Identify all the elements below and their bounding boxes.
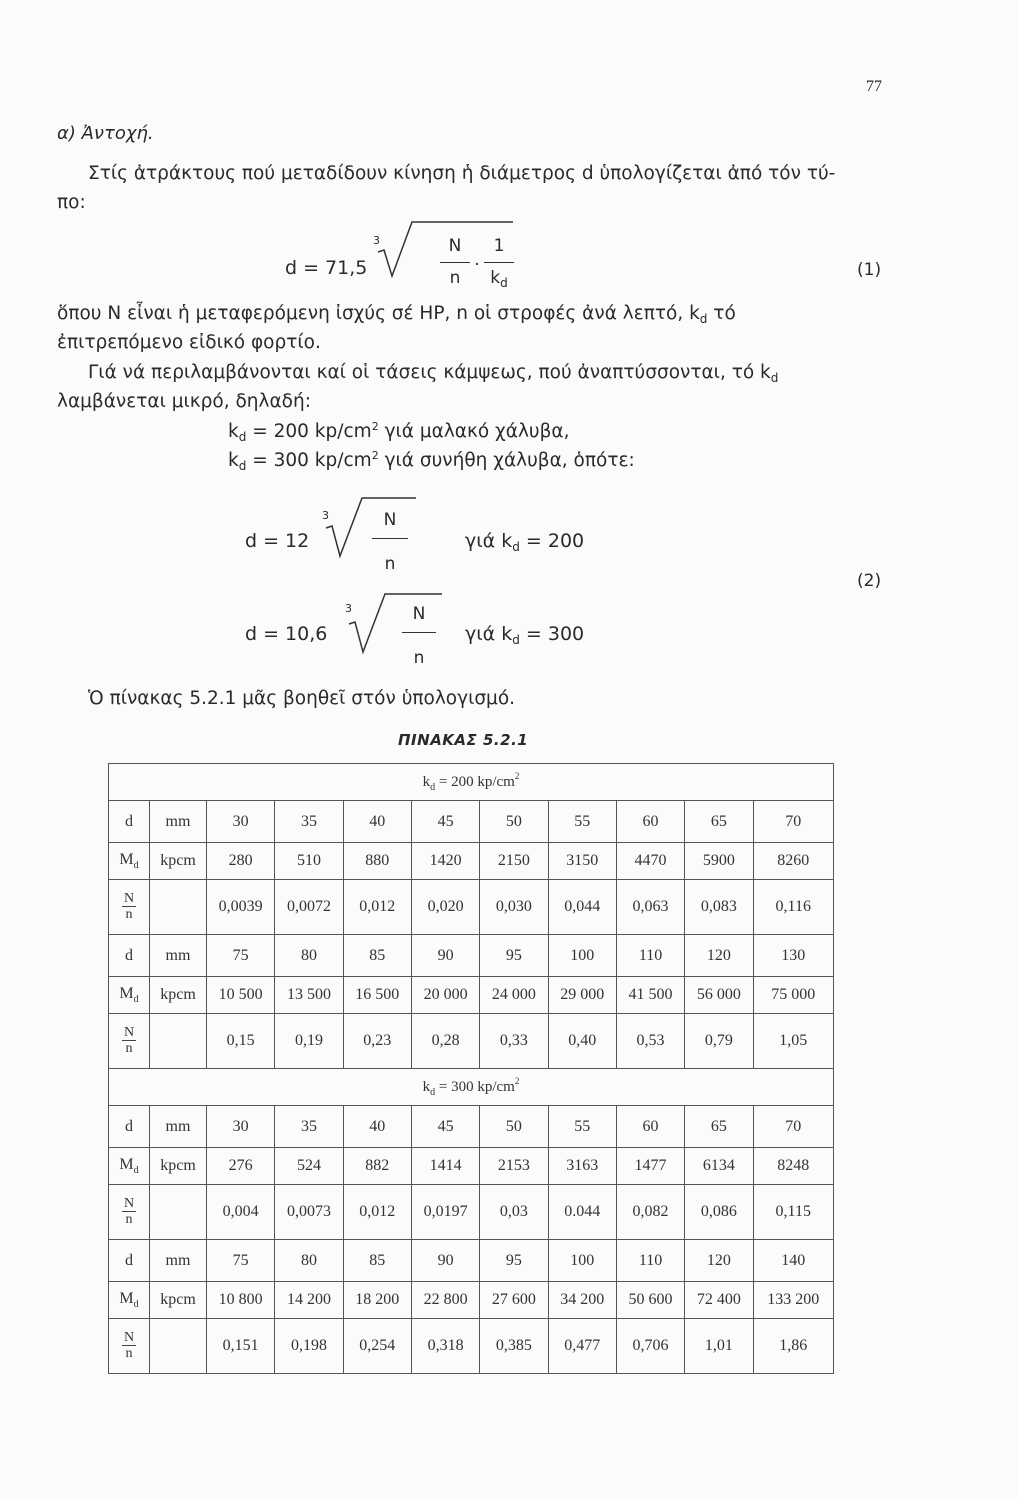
kd-header: $k_d = 200$ $kp/cm^2$ xyxy=(109,764,834,801)
kd-200-line: $k_d = 200$ $kp/cm^2$ γιά μαλακό χάλυβα, xyxy=(228,420,570,444)
unit-empty xyxy=(150,1319,207,1374)
cell-moment: 1414 xyxy=(411,1148,479,1185)
cell-diameter: 30 xyxy=(207,801,275,843)
cell-ratio: 0,0072 xyxy=(275,880,343,935)
cell-ratio: 0,0197 xyxy=(411,1185,479,1240)
intro-line-1: Στίς ἀτράκτους πού μεταδίδουν κίνηση ἡ διάμετρος d ὑπολογίζεται ἀπό τόν τύ- xyxy=(88,163,836,184)
cell-moment: 2153 xyxy=(480,1148,548,1185)
cell-moment: 2150 xyxy=(480,843,548,880)
cell-diameter: 70 xyxy=(753,801,834,843)
cell-diameter: 100 xyxy=(548,1240,616,1282)
unit-empty xyxy=(150,880,207,935)
formula-2b-condition: γιά $k_d = 300$ xyxy=(465,623,585,647)
cell-ratio: 0,030 xyxy=(480,880,548,935)
cell-ratio: 0,53 xyxy=(616,1014,684,1069)
cell-ratio: 0,0073 xyxy=(275,1185,343,1240)
cell-ratio: 0,15 xyxy=(207,1014,275,1069)
cell-moment: 10 500 xyxy=(207,977,275,1014)
cell-diameter: 45 xyxy=(411,801,479,843)
cell-diameter: 130 xyxy=(753,935,834,977)
cell-moment: 72 400 xyxy=(685,1282,753,1319)
equation-number-2: (2) xyxy=(857,571,882,591)
kd-header: $k_d = 300$ $kp/cm^2$ xyxy=(109,1069,834,1106)
cell-moment: 56 000 xyxy=(685,977,753,1014)
cell-ratio: 0,254 xyxy=(343,1319,411,1374)
cell-ratio: 0,082 xyxy=(616,1185,684,1240)
cell-ratio: 0,28 xyxy=(411,1014,479,1069)
unit-mm: mm xyxy=(150,1240,207,1282)
table-row-moment xyxy=(109,977,834,1014)
unit-kpcm: kpcm xyxy=(150,1148,207,1185)
table-row-ratio xyxy=(109,880,834,935)
table-row-diameter xyxy=(109,801,834,843)
cell-diameter: 140 xyxy=(753,1240,834,1282)
formula-2b-index: 3 xyxy=(345,602,352,615)
cell-diameter: 75 xyxy=(207,1240,275,1282)
cell-ratio: 0,083 xyxy=(685,880,753,935)
formula-1-num2: 1 xyxy=(493,236,505,256)
cell-moment: 22 800 xyxy=(411,1282,479,1319)
row-label-md: $M_d$ xyxy=(109,1148,150,1185)
unit-mm: mm xyxy=(150,935,207,977)
table-row-ratio xyxy=(109,1014,834,1069)
table-header-row xyxy=(109,1069,834,1106)
cell-moment: 6134 xyxy=(685,1148,753,1185)
formula-1-dot: · xyxy=(474,255,480,275)
cell-ratio: 0,012 xyxy=(343,1185,411,1240)
formula-2a-index: 3 xyxy=(322,509,329,522)
table-row-ratio xyxy=(109,1185,834,1240)
unit-mm: mm xyxy=(150,801,207,843)
intro-line-2: πο: xyxy=(57,192,86,213)
cell-moment: 18 200 xyxy=(343,1282,411,1319)
cell-ratio: 0,79 xyxy=(685,1014,753,1069)
cell-diameter: 85 xyxy=(343,935,411,977)
cell-ratio: 1,01 xyxy=(685,1319,753,1374)
cell-moment: 133 200 xyxy=(753,1282,834,1319)
cell-ratio: 0,33 xyxy=(480,1014,548,1069)
formula-1-lhs: d = 71,5 xyxy=(285,257,368,279)
cell-ratio: 0,706 xyxy=(616,1319,684,1374)
formula-2b-lhs: d = 10,6 xyxy=(245,623,328,645)
cell-diameter: 40 xyxy=(343,1106,411,1148)
cell-moment: 50 600 xyxy=(616,1282,684,1319)
table-row-ratio xyxy=(109,1319,834,1374)
cell-moment: 510 xyxy=(275,843,343,880)
unit-empty xyxy=(150,1014,207,1069)
fraction-bar xyxy=(440,262,470,263)
cell-ratio: 0,063 xyxy=(616,880,684,935)
row-label-d: d xyxy=(109,801,150,843)
cell-moment: 14 200 xyxy=(275,1282,343,1319)
cell-diameter: 35 xyxy=(275,1106,343,1148)
cell-ratio: 0,115 xyxy=(753,1185,834,1240)
table-row-moment xyxy=(109,1148,834,1185)
cell-diameter: 65 xyxy=(685,801,753,843)
cell-moment: 16 500 xyxy=(343,977,411,1014)
cell-diameter: 85 xyxy=(343,1240,411,1282)
cell-ratio: 0,23 xyxy=(343,1014,411,1069)
row-label-d: d xyxy=(109,935,150,977)
table-header-row xyxy=(109,764,834,801)
table-row-diameter xyxy=(109,1240,834,1282)
formula-1-num1: N xyxy=(448,236,462,256)
cell-ratio: 0,477 xyxy=(548,1319,616,1374)
equation-number-1: (1) xyxy=(857,260,882,280)
cell-diameter: 110 xyxy=(616,1240,684,1282)
formula-2b-num: N xyxy=(412,604,426,624)
cell-diameter: 65 xyxy=(685,1106,753,1148)
unit-kpcm: kpcm xyxy=(150,977,207,1014)
cell-diameter: 55 xyxy=(548,801,616,843)
row-label-n-over-n: $\frac{N}{n}$ xyxy=(109,1014,150,1069)
cell-ratio: 0,318 xyxy=(411,1319,479,1374)
cell-moment: 1477 xyxy=(616,1148,684,1185)
row-label-md: $M_d$ xyxy=(109,843,150,880)
formula-1-index: 3 xyxy=(373,234,380,247)
cell-moment: 10 800 xyxy=(207,1282,275,1319)
cell-diameter: 95 xyxy=(480,935,548,977)
cell-moment: 29 000 xyxy=(548,977,616,1014)
cell-ratio: 0,012 xyxy=(343,880,411,935)
fraction-bar xyxy=(402,632,436,633)
cell-moment: 27 600 xyxy=(480,1282,548,1319)
cell-diameter: 50 xyxy=(480,801,548,843)
cell-moment: 276 xyxy=(207,1148,275,1185)
cell-moment: 524 xyxy=(275,1148,343,1185)
cell-moment: 3150 xyxy=(548,843,616,880)
cell-ratio: 0.044 xyxy=(548,1185,616,1240)
cell-diameter: 80 xyxy=(275,935,343,977)
unit-mm: mm xyxy=(150,1106,207,1148)
row-label-n-over-n: $\frac{N}{n}$ xyxy=(109,1319,150,1374)
cell-diameter: 90 xyxy=(411,935,479,977)
cell-ratio: 0,020 xyxy=(411,880,479,935)
cell-diameter: 75 xyxy=(207,935,275,977)
cell-ratio: 0,004 xyxy=(207,1185,275,1240)
explain-line-2: ἐπιτρεπόμενο εἰδικό φορτίο. xyxy=(57,332,321,353)
row-label-n-over-n: $\frac{N}{n}$ xyxy=(109,1185,150,1240)
cell-moment: 882 xyxy=(343,1148,411,1185)
cell-moment: 34 200 xyxy=(548,1282,616,1319)
formula-2a-den: n xyxy=(384,554,396,574)
cell-ratio: 0,086 xyxy=(685,1185,753,1240)
cell-ratio: 0,044 xyxy=(548,880,616,935)
cell-diameter: 120 xyxy=(685,1240,753,1282)
cell-moment: 20 000 xyxy=(411,977,479,1014)
cell-diameter: 40 xyxy=(343,801,411,843)
page-number: 77 xyxy=(866,78,882,95)
unit-kpcm: kpcm xyxy=(150,1282,207,1319)
formula-2a-lhs: d = 12 xyxy=(245,530,310,552)
cell-diameter: 60 xyxy=(616,1106,684,1148)
cell-ratio: 0,151 xyxy=(207,1319,275,1374)
row-label-d: d xyxy=(109,1106,150,1148)
cell-diameter: 50 xyxy=(480,1106,548,1148)
cell-diameter: 100 xyxy=(548,935,616,977)
row-label-md: $M_d$ xyxy=(109,1282,150,1319)
para2-line-1: Γιά νά περιλαμβάνονται καί οἱ τάσεις κάμψεως, πού ἀναπτύσσονται, τό $k_d$ xyxy=(88,362,779,385)
unit-kpcm: kpcm xyxy=(150,843,207,880)
kd-300-line: $k_d = 300$ $kp/cm^2$ γιά συνήθη χάλυβα, ὁπότε: xyxy=(228,449,635,473)
cell-moment: 880 xyxy=(343,843,411,880)
row-label-d: d xyxy=(109,1240,150,1282)
cell-diameter: 55 xyxy=(548,1106,616,1148)
table-title: ΠΙΝΑΚΑΣ 5.2.1 xyxy=(398,731,529,749)
cell-moment: 24 000 xyxy=(480,977,548,1014)
cell-diameter: 70 xyxy=(753,1106,834,1148)
formula-1-den1: n xyxy=(449,268,461,288)
cell-diameter: 60 xyxy=(616,801,684,843)
cell-moment: 280 xyxy=(207,843,275,880)
cell-diameter: 90 xyxy=(411,1240,479,1282)
formula-2a-condition: γιά $k_d = 200$ xyxy=(465,530,585,554)
cell-moment: 4470 xyxy=(616,843,684,880)
table-row-diameter xyxy=(109,935,834,977)
row-label-n-over-n: $\frac{N}{n}$ xyxy=(109,880,150,935)
cell-ratio: 1,86 xyxy=(753,1319,834,1374)
cell-moment: 13 500 xyxy=(275,977,343,1014)
cell-diameter: 120 xyxy=(685,935,753,977)
cell-ratio: 0,198 xyxy=(275,1319,343,1374)
cell-ratio: 1,05 xyxy=(753,1014,834,1069)
cell-ratio: 0,19 xyxy=(275,1014,343,1069)
cell-diameter: 35 xyxy=(275,801,343,843)
cell-diameter: 95 xyxy=(480,1240,548,1282)
formula-2b-den: n xyxy=(413,648,425,668)
fraction-bar xyxy=(372,538,408,539)
cell-ratio: 0,385 xyxy=(480,1319,548,1374)
table-row-moment xyxy=(109,1282,834,1319)
cell-diameter: 45 xyxy=(411,1106,479,1148)
cell-diameter: 80 xyxy=(275,1240,343,1282)
cell-moment: 5900 xyxy=(685,843,753,880)
cell-ratio: 0,0039 xyxy=(207,880,275,935)
unit-empty xyxy=(150,1185,207,1240)
table-reference: Ὁ πίνακας 5.2.1 μᾶς βοηθεῖ στόν ὑπολογισμό. xyxy=(88,688,516,709)
table-row-diameter xyxy=(109,1106,834,1148)
formula-1-den2: $k_d$ xyxy=(490,268,508,290)
cell-moment: 1420 xyxy=(411,843,479,880)
explain-line-1: ὅπου N εἶναι ἡ μεταφερόμενη ἰσχύς σέ HP, n οἱ στροφές ἀνά λεπτό, $k_d$ τό xyxy=(57,303,736,326)
row-label-md: $M_d$ xyxy=(109,977,150,1014)
cell-diameter: 110 xyxy=(616,935,684,977)
fraction-bar xyxy=(484,262,514,263)
cell-moment: 8248 xyxy=(753,1148,834,1185)
cell-moment: 8260 xyxy=(753,843,834,880)
cell-moment: 75 000 xyxy=(753,977,834,1014)
cell-moment: 41 500 xyxy=(616,977,684,1014)
data-table xyxy=(108,763,834,1374)
formula-2a-num: N xyxy=(383,510,397,530)
table-row-moment xyxy=(109,843,834,880)
cell-ratio: 0,116 xyxy=(753,880,834,935)
para2-line-2: λαμβάνεται μικρό, δηλαδή: xyxy=(57,391,311,412)
cell-ratio: 0,03 xyxy=(480,1185,548,1240)
cell-moment: 3163 xyxy=(548,1148,616,1185)
cell-ratio: 0,40 xyxy=(548,1014,616,1069)
section-title: α) Ἀντοχή. xyxy=(57,123,154,144)
cell-diameter: 30 xyxy=(207,1106,275,1148)
